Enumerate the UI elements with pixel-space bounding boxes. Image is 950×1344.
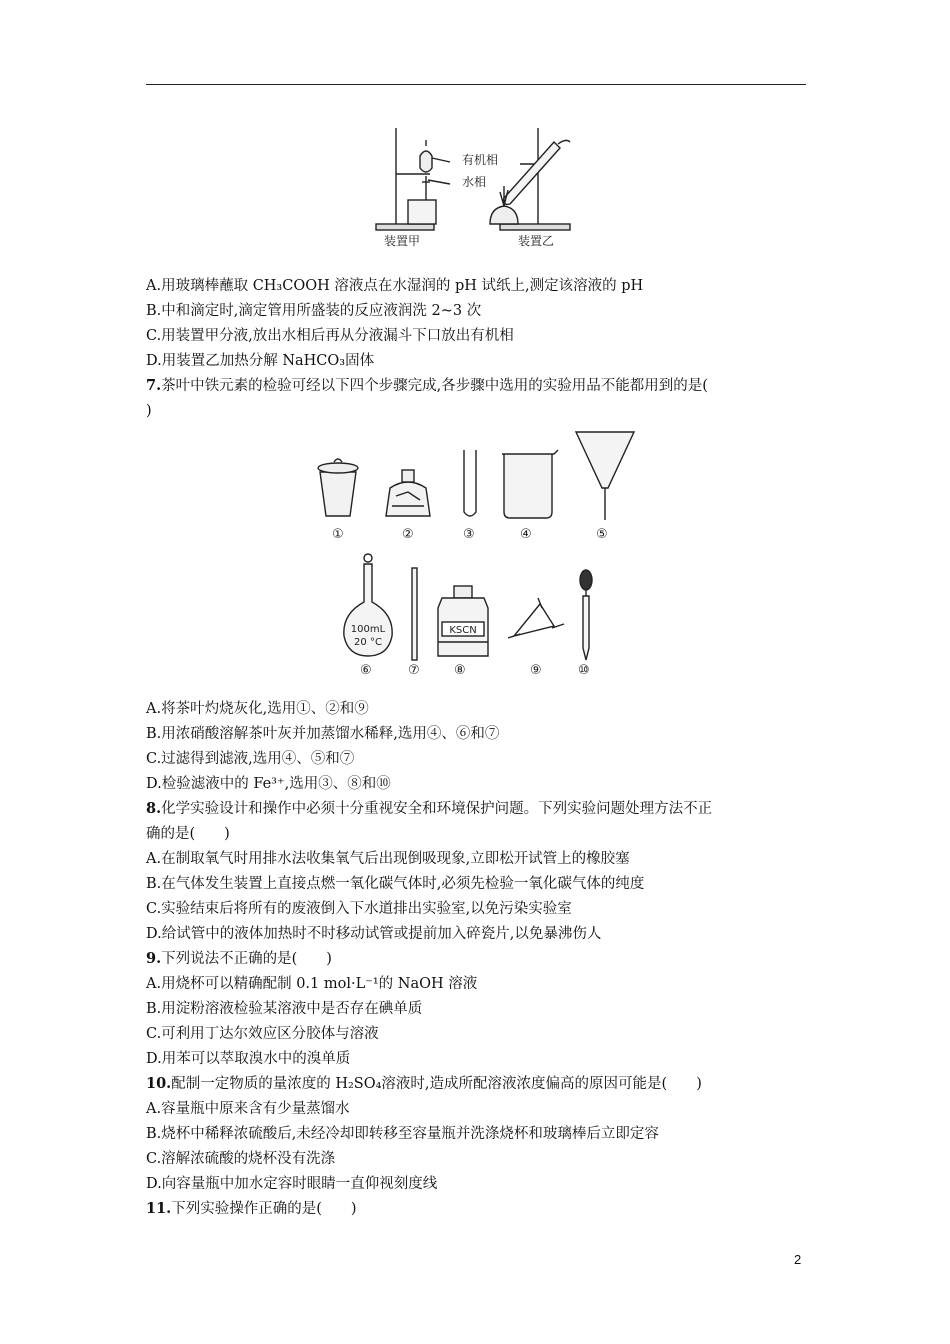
label-8: ⑧: [454, 663, 466, 676]
q10-option-c: C.溶解浓硫酸的烧杯没有洗涤: [146, 1151, 336, 1167]
label-water-phase: 水相: [462, 175, 487, 189]
q6-option-a: A.用玻璃棒蘸取 CH₃COOH 溶液点在水湿润的 pH 试纸上,测定该溶液的 pH: [146, 278, 644, 294]
caption-apparatus-yi: 装置乙: [518, 234, 555, 248]
q8-option-b: B.在气体发生装置上直接点燃一氧化碳气体时,必须先检验一氧化碳气体的纯度: [146, 876, 645, 892]
q7-option-d: D.检验滤液中的 Fe³⁺,选用③、⑧和⑩: [146, 776, 391, 792]
label-1: ①: [332, 527, 344, 542]
q7-stem-line2: ): [146, 403, 152, 419]
q9-option-c: C.可利用丁达尔效应区分胶体与溶液: [146, 1026, 379, 1042]
q10-option-a: A.容量瓶中原来含有少量蒸馏水: [146, 1101, 350, 1117]
q7-stem: [146, 376, 708, 396]
header-rule: [146, 84, 806, 85]
q10-stem: [146, 1074, 702, 1094]
flask-temp-text: 20 °C: [354, 637, 382, 648]
q9-stem: [146, 949, 332, 969]
label-7: ⑦: [408, 663, 420, 676]
q10-stem-text: 配制一定物质的量浓度的 H₂SO₄溶液时,造成所配溶液浓度偏高的原因可能是( ): [171, 1076, 702, 1092]
label-9: ⑨: [530, 663, 542, 676]
label-2: ②: [402, 527, 414, 542]
q8-option-a: A.在制取氧气时用排水法收集氧气后出现倒吸现象,立即松开试管上的橡胶塞: [146, 851, 630, 867]
page-number: 2: [794, 1252, 802, 1267]
q8-option-d: D.给试管中的液体加热时不时移动试管或提前加入碎瓷片,以免暴沸伤人: [146, 926, 602, 942]
bottle-label-text: KSCN: [449, 625, 477, 636]
q6-option-b: B.中和滴定时,滴定管用所盛装的反应液润洗 2~3 次: [146, 303, 482, 319]
q8-stem-line2: 确的是( ): [146, 826, 230, 842]
q7-option-c: C.过滤得到滤液,选用④、⑤和⑦: [146, 751, 355, 767]
q9-option-d: D.用苯可以萃取溴水中的溴单质: [146, 1051, 351, 1067]
q7-option-a: A.将茶叶灼烧灰化,选用①、②和⑨: [146, 701, 369, 717]
q7-number: 7.: [146, 377, 162, 394]
q8-stem: [146, 799, 712, 819]
q11-stem: [146, 1199, 357, 1219]
q9-number: 9.: [146, 950, 162, 967]
q11-stem-text: 下列实验操作正确的是( ): [171, 1201, 357, 1217]
label-3: ③: [463, 527, 475, 542]
q7-stem-line1: 茶叶中铁元素的检验可经以下四个步骤完成,各步骤中选用的实验用品不能都用到的是(: [161, 378, 708, 394]
label-10: ⑩: [578, 663, 590, 676]
q10-option-b: B.烧杯中稀释浓硫酸后,未经冷却即转移至容量瓶并洗涤烧杯和玻璃棒后立即定容: [146, 1126, 659, 1142]
q6-option-d: D.用装置乙加热分解 NaHCO₃固体: [146, 353, 375, 369]
equipment-figure-row1: [308, 428, 648, 544]
equipment-figure-row2: [334, 552, 624, 676]
q10-option-d: D.向容量瓶中加水定容时眼睛一直仰视刻度线: [146, 1176, 438, 1192]
q9-option-b: B.用淀粉溶液检验某溶液中是否存在碘单质: [146, 1001, 423, 1017]
label-5: ⑤: [596, 527, 608, 542]
q8-option-c: C.实验结束后将所有的废液倒入下水道排出实验室,以免污染实验室: [146, 901, 572, 917]
flask-volume-text: 100mL: [350, 624, 386, 635]
q6-option-c: C.用装置甲分液,放出水相后再从分液漏斗下口放出有机相: [146, 328, 514, 344]
q9-option-a: A.用烧杯可以精确配制 0.1 mol·L⁻¹的 NaOH 溶液: [146, 976, 478, 992]
caption-apparatus-jia: 装置甲: [384, 234, 421, 248]
q8-number: 8.: [146, 800, 162, 817]
q10-number: 10.: [146, 1075, 172, 1092]
q7-option-b: B.用浓硝酸溶解茶叶灰并加蒸馏水稀释,选用④、⑥和⑦: [146, 726, 500, 742]
label-6: ⑥: [360, 663, 372, 676]
label-4: ④: [520, 527, 532, 542]
q9-stem-text: 下列说法不正确的是( ): [161, 951, 332, 967]
apparatus-figure: [370, 124, 580, 248]
q11-number: 11.: [146, 1200, 172, 1217]
q8-stem-line1: 化学实验设计和操作中必须十分重视安全和环境保护问题。下列实验问题处理方法不正: [161, 801, 713, 817]
label-organic-phase: 有机相: [462, 153, 499, 167]
